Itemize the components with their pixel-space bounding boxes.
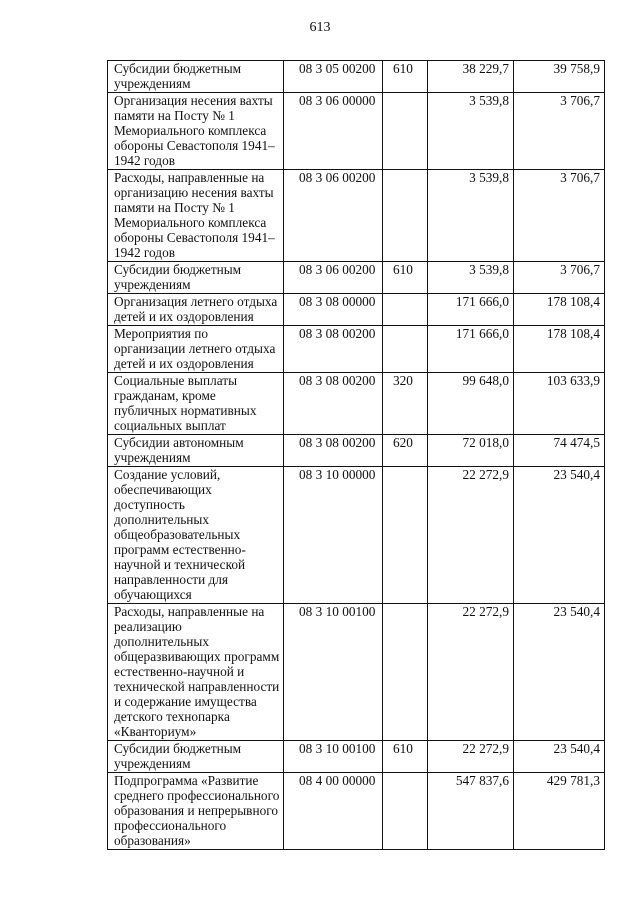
row-amount-year1-cell: 3 539,8	[428, 262, 514, 294]
row-name-cell: Создание условий, обеспечивающих доступность дополнительных общеобразовательных программ естественно-научной и технической направленности для обучающихся	[108, 467, 284, 604]
row-amount-year1-cell: 171 666,0	[428, 326, 514, 373]
row-code-cell: 08 3 05 00200	[284, 61, 383, 93]
row-amount-year2-cell: 3 706,7	[514, 262, 605, 294]
row-code-cell: 08 4 00 00000	[284, 773, 383, 850]
row-amount-year1-cell: 3 539,8	[428, 170, 514, 262]
table-row	[108, 93, 605, 170]
row-expense-type-cell	[383, 604, 428, 741]
table-row	[108, 741, 605, 773]
row-code-cell: 08 3 10 00000	[284, 467, 383, 604]
row-code-cell: 08 3 08 00200	[284, 373, 383, 435]
row-expense-type-cell	[383, 773, 428, 850]
row-amount-year1-cell: 99 648,0	[428, 373, 514, 435]
row-amount-year1-cell: 72 018,0	[428, 435, 514, 467]
row-amount-year1-cell: 3 539,8	[428, 93, 514, 170]
row-expense-type-cell	[383, 93, 428, 170]
table-body	[108, 61, 605, 850]
row-amount-year2-cell: 178 108,4	[514, 326, 605, 373]
row-code-cell: 08 3 10 00100	[284, 741, 383, 773]
row-name-cell: Мероприятия по организации летнего отдыха детей и их оздоровления	[108, 326, 284, 373]
row-expense-type-cell: 610	[383, 61, 428, 93]
row-expense-type-cell	[383, 170, 428, 262]
table-row	[108, 773, 605, 850]
row-name-cell: Социальные выплаты гражданам, кроме публичных нормативных социальных выплат	[108, 373, 284, 435]
row-name-cell: Субсидии автономным учреждениям	[108, 435, 284, 467]
row-name-cell: Субсидии бюджетным учреждениям	[108, 61, 284, 93]
table-row	[108, 61, 605, 93]
row-code-cell: 08 3 06 00200	[284, 262, 383, 294]
row-name-cell: Организация летнего отдыха детей и их оздоровления	[108, 294, 284, 326]
row-code-cell: 08 3 10 00100	[284, 604, 383, 741]
row-code-cell: 08 3 08 00000	[284, 294, 383, 326]
table-row	[108, 294, 605, 326]
row-expense-type-cell	[383, 467, 428, 604]
row-name-cell: Субсидии бюджетным учреждениям	[108, 741, 284, 773]
row-amount-year1-cell: 547 837,6	[428, 773, 514, 850]
budget-table	[107, 60, 605, 850]
row-amount-year1-cell: 38 229,7	[428, 61, 514, 93]
table-row	[108, 170, 605, 262]
row-amount-year2-cell: 39 758,9	[514, 61, 605, 93]
row-amount-year2-cell: 23 540,4	[514, 467, 605, 604]
row-amount-year1-cell: 22 272,9	[428, 467, 514, 604]
row-amount-year1-cell: 171 666,0	[428, 294, 514, 326]
table-row	[108, 435, 605, 467]
page-number: 613	[309, 20, 331, 35]
row-name-cell: Подпрограмма «Развитие среднего профессионального образования и непрерывного профессионального образования»	[108, 773, 284, 850]
row-code-cell: 08 3 08 00200	[284, 326, 383, 373]
table-row	[108, 326, 605, 373]
row-expense-type-cell	[383, 294, 428, 326]
row-amount-year2-cell: 429 781,3	[514, 773, 605, 850]
row-expense-type-cell: 620	[383, 435, 428, 467]
row-code-cell: 08 3 06 00000	[284, 93, 383, 170]
row-expense-type-cell: 610	[383, 741, 428, 773]
row-name-cell: Организация несения вахты памяти на Посту № 1 Мемориального комплекса обороны Севастополя 1941–1942 годов	[108, 93, 284, 170]
row-name-cell: Субсидии бюджетным учреждениям	[108, 262, 284, 294]
row-code-cell: 08 3 08 00200	[284, 435, 383, 467]
row-amount-year2-cell: 3 706,7	[514, 93, 605, 170]
row-name-cell: Расходы, направленные на реализацию дополнительных общеразвивающих программ естественно-научной и технической направленности и содержание имущества детского технопарка «Кванториум»	[108, 604, 284, 741]
row-amount-year2-cell: 178 108,4	[514, 294, 605, 326]
row-amount-year2-cell: 103 633,9	[514, 373, 605, 435]
row-amount-year2-cell: 3 706,7	[514, 170, 605, 262]
table-row	[108, 262, 605, 294]
row-code-cell: 08 3 06 00200	[284, 170, 383, 262]
table-row	[108, 467, 605, 604]
row-expense-type-cell: 320	[383, 373, 428, 435]
row-expense-type-cell: 610	[383, 262, 428, 294]
row-amount-year2-cell: 23 540,4	[514, 741, 605, 773]
row-expense-type-cell	[383, 326, 428, 373]
row-amount-year1-cell: 22 272,9	[428, 604, 514, 741]
row-amount-year2-cell: 74 474,5	[514, 435, 605, 467]
table-row	[108, 604, 605, 741]
table-row	[108, 373, 605, 435]
row-amount-year2-cell: 23 540,4	[514, 604, 605, 741]
row-name-cell: Расходы, направленные на организацию несения вахты памяти на Посту № 1 Мемориального комплекса обороны Севастополя 1941–1942 годов	[108, 170, 284, 262]
row-amount-year1-cell: 22 272,9	[428, 741, 514, 773]
